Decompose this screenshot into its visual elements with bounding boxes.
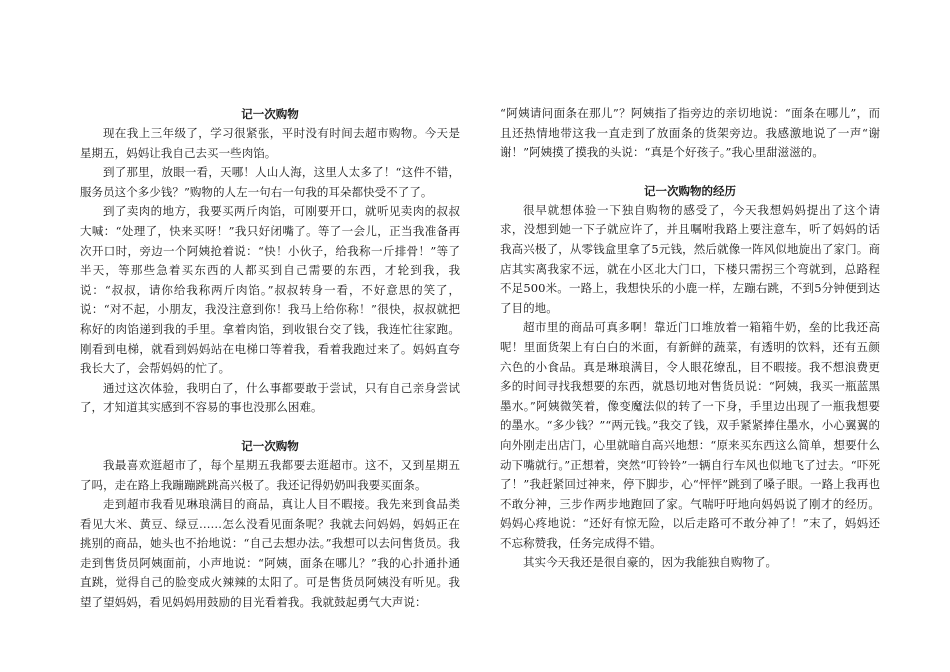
- paragraph-continuation: “阿姨请问面条在那儿”？阿姨指了指旁边的亲切地说：“面条在哪儿”，而且还热情地带这我一直走到了放面条的货架旁边。我感激地说了一声“谢谢！”阿姨摸了摸我的头说：“真是个好孩子。”我心里甜滋滋的。: [500, 106, 880, 160]
- article-title: 记一次购物: [241, 438, 299, 453]
- paragraph: 到了那里，放眼一看，天哪！人山人海，这里人太多了！“这件不错，服务员这个多少钱？”购物的人左一句右一句我的耳朵都快受不了了。: [80, 165, 460, 199]
- article-title: 记一次购物: [241, 107, 299, 121]
- right-column: [500, 104, 880, 573]
- paragraph: 走到超市我看见琳琅满目的商品，真让人目不暇接。我先来到食品类看见大米、黄豆、绿豆……怎么没看见面条呢？我就去问妈妈，妈妈正在挑别的商品，她头也不抬地说：“自己去想办法。”我想可以去问售货员。我走到售货员阿姨面前，小声地说：“阿姨，面条在哪儿？”我的心扑通扑通直跳，觉得自己的脸变成火辣辣的太阳了。可是售货员阿姨没有听见。我望了望妈妈，看见妈妈用鼓励的目光看着我。我就鼓起勇气大声说：: [80, 497, 460, 610]
- paragraph: 超市里的商品可真多啊！靠近门口堆放着一箱箱牛奶，垒的比我还高呢！里面货架上有白白的米面，有新鲜的蔬菜，有透明的饮料，还有五颜六色的小食品。真是琳琅满目，令人眼花缭乱，目不暇接。我不想浪费更多的时间寻找我想要的东西，就恳切地对售货员说：“阿姨，我买一瓶蓝黑墨水。”阿姨微笑着，像变魔法似的转了一下身，手里边出现了一瓶我想要的墨水。“多少钱？”“两元钱。”我交了钱，双手紧紧捧住墨水，小心翼翼的向外刚走出店门，心里就暗自高兴地想：“原来买东西这么简单，想要什么动下嘴就行。”正想着，突然“叮铃铃”一辆自行车风也似地飞了过去。“吓死了！”我赶紧回过神来，停下脚步，心“怦怦”跳到了嗓子眼。一路上我再也不敢分神，三步作两步地跑回了家。气喘吁吁地向妈妈说了刚才的经历。妈妈心疼地说：“还好有惊无险，以后走路可不敢分神了！”末了，妈妈还不忘称赞我，任务完成得不错。: [500, 320, 880, 550]
- section-gap: [500, 163, 880, 181]
- left-column: [80, 104, 460, 613]
- article-title: 记一次购物的经历: [644, 183, 736, 198]
- paragraph: 到了卖肉的地方，我要买两斤肉馅，可刚要开口，就听见卖肉的叔叔大喊：“处理了，快来买呀！”我只好闭嘴了。等了一会儿，正当我准备再次开口时，旁边一个阿姨抢着说：“快！小伙子，给我称一斤排骨！”等了半天，等那些急着买东西的人都买到自己需要的东西，才轮到我，我说：“叔叔，请你给我称两斤肉馅。”叔叔转身一看，不好意思的笑了，说：“对不起，小朋友，我没注意到你！我马上给你称！”很快，叔叔就把称好的肉馅递到我的手里。拿着肉馅，到收银台交了钱，我连忙往家跑。刚看到电梯，就看到妈妈站在电梯口等着我，看着我跑过来了。妈妈直夸我长大了，会帮妈妈的忙了。: [80, 204, 460, 376]
- paragraph: 现在我上三年级了，学习很紧张，平时没有时间去超市购物。今天是星期五，妈妈让我自己去买一些肉馅。: [80, 126, 460, 160]
- paragraph: 我最喜欢逛超市了，每个星期五我都要去逛超市。这不，又到星期五了吗，走在路上我蹦蹦跳跳高兴极了。我还记得奶奶叫我要买面条。: [80, 457, 460, 492]
- paragraph: 通过这次体验，我明白了，什么事都要敢于尝试，只有自己亲身尝试了，才知道其实感到不容易的事也没那么困难。: [80, 380, 460, 415]
- paragraph: 其实今天我还是很自豪的，因为我能独自购物了。: [523, 555, 778, 570]
- section-gap: [80, 418, 460, 436]
- paragraph: 很早就想体验一下独自购物的感受了，今天我想妈妈提出了这个请求，没想到她一下子就应许了，并且嘱咐我路上要注意车，听了妈妈的话我高兴极了，从零钱盒里拿了5元钱，然后就像一阵风似地旋出了家门。商店其实离我家不远，就在小区北大门口，下楼只需拐三个弯就到，总路程不足500米。一路上，我想快乐的小鹿一样，左蹦右跳，不到5分钟便到达了目的地。: [500, 202, 880, 315]
